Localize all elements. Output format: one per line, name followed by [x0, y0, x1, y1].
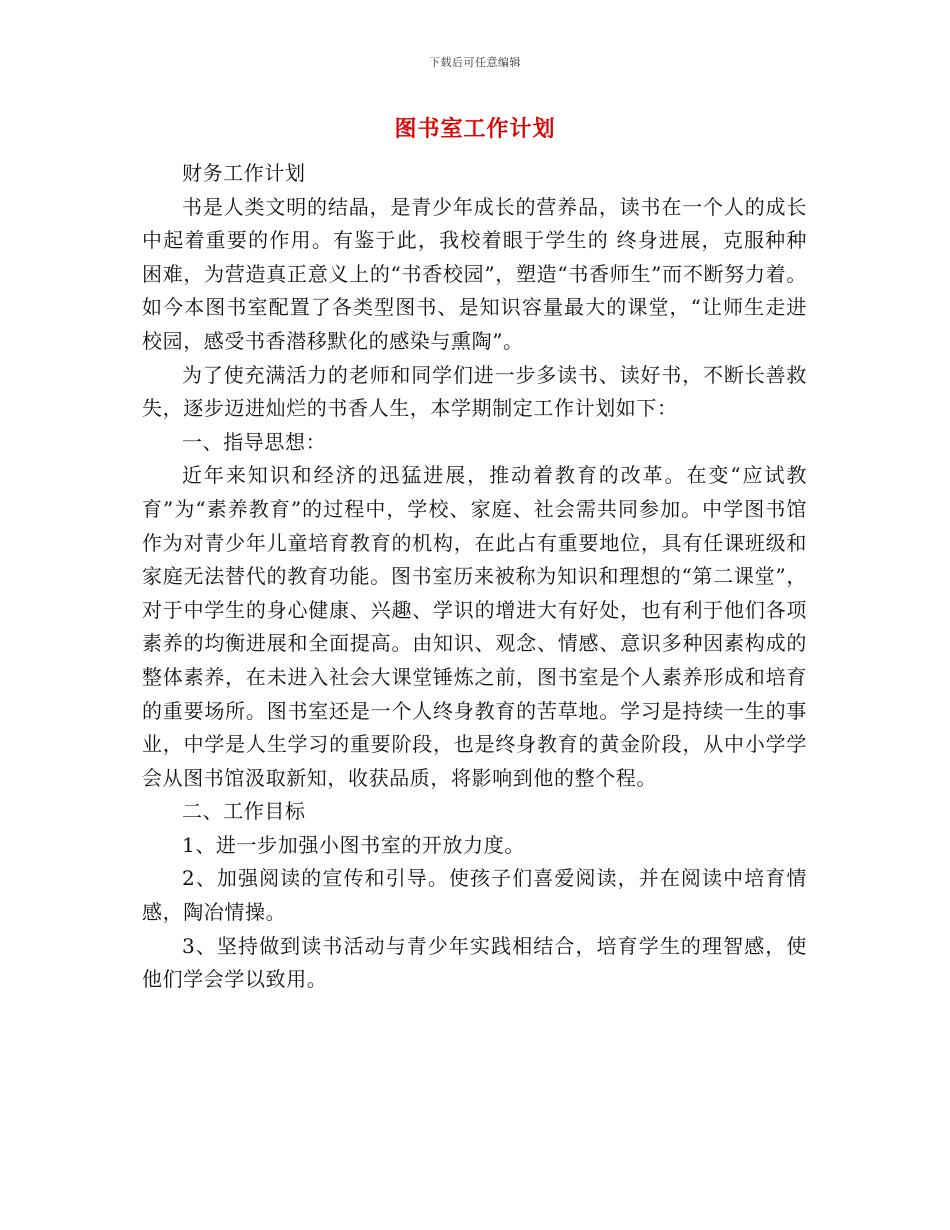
paragraph-purpose: 为了使充满活力的老师和同学们进一步多读书、读好书，不断长善救失，逐步迈进灿烂的书香人生，本学期制定工作计划如下： [142, 362, 807, 421]
section-heading-guiding-thought: 一、指导思想： [182, 429, 327, 454]
document-body [142, 157, 807, 997]
header-note: 下载后可任意编辑 [429, 56, 521, 69]
goal-item-1: 1、进一步加强小图书室的开放力度。 [182, 832, 525, 857]
paragraph-subtitle: 财务工作计划 [182, 161, 306, 185]
section-heading-work-goals: 二、工作目标 [182, 799, 306, 824]
goal-item-3: 3、坚持做到读书活动与青少年实践相结合，培育学生的理智感，使他们学会学以致用。 [142, 933, 807, 992]
goal-item-2: 2、加强阅读的宣传和引导。使孩子们喜爱阅读，并在阅读中培育情感，陶冶情操。 [142, 866, 807, 925]
paragraph-intro: 书是人类文明的结晶，是青少年成长的营养品，读书在一个人的成长中起着重要的作用。有鉴于此，我校着眼于学生的 终身进展，克服种种困难，为营造真正意义上的“书香校园”，塑造“书香师生”而不断努力着。如今本图书室配置了各类型图书、是知识容量最大的课堂，“让师生走进校园，感受书香潜移默化的感染与熏陶”。 [142, 194, 807, 353]
paragraph-guiding-thought: 近年来知识和经济的迅猛进展，推动着教育的改革。在变“应试教育”为“素养教育”的过程中，学校、家庭、社会需共同参加。中学图书馆作为对青少年儿童培育教育的机构，在此占有重要地位，具有任课班级和家庭无法替代的教育功能。图书室历来被称为知识和理想的“第二课堂”，对于中学生的身心健康、兴趣、学识的增进大有好处，也有利于他们各项素养的均衡进展和全面提高。由知识、观念、情感、意识多种因素构成的整体素养，在未进入社会大课堂锤炼之前，图书室是个人素养形成和培育的重要场所。图书室还是一个人终身教育的苦草地。学习是持续一生的事业，中学是人生学习的重要阶段，也是终身教育的黄金阶段，从中小学学会从图书馆汲取新知，收获品质，将影响到他的整个程。 [142, 463, 807, 790]
document-title: 图书室工作计划 [394, 116, 556, 142]
